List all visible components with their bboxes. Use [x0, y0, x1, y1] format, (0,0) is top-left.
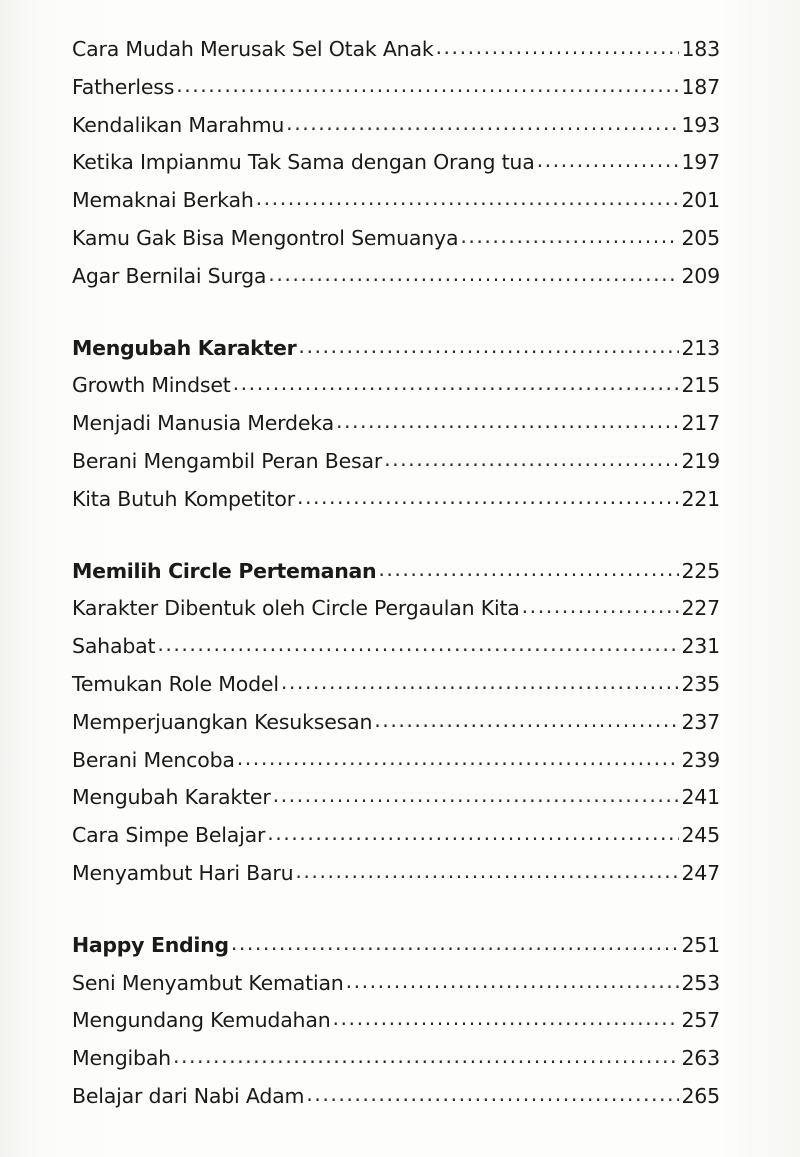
toc-entry[interactable] [72, 405, 720, 443]
toc-entry-page: 219 [681, 448, 720, 473]
dot-leader [346, 971, 680, 991]
toc-entry-title: Kamu Gak Bisa Mengontrol Semuanya [72, 225, 459, 250]
dot-leader [537, 150, 680, 170]
toc-entry[interactable] [72, 742, 720, 780]
toc-entry-page: 263 [681, 1046, 720, 1071]
toc-entry-page: 227 [681, 596, 720, 621]
toc-entry[interactable] [72, 31, 720, 69]
dot-leader [267, 823, 679, 843]
toc-entry[interactable] [72, 443, 720, 481]
toc-entry-title: Seni Menyambut Kematian [72, 970, 344, 995]
chapter-title: Mengubah Karakter [72, 335, 297, 360]
toc-entry-title: Menyambut Hari Baru [72, 860, 294, 885]
dot-leader [333, 1008, 680, 1028]
toc-entry[interactable] [72, 220, 720, 258]
toc-entry-page: 239 [681, 747, 720, 772]
toc-entry[interactable] [72, 590, 720, 628]
dot-leader [176, 75, 679, 95]
toc-entry-title: Fatherless [72, 74, 175, 99]
toc-entry-title: Ketika Impianmu Tak Sama dengan Orang tua [72, 150, 535, 175]
chapter-title: Memilih Circle Pertemanan [72, 558, 377, 583]
toc-entry[interactable] [72, 779, 720, 817]
toc-entry[interactable] [72, 817, 720, 855]
dot-leader [281, 672, 680, 692]
toc-entry-page: 193 [681, 112, 720, 137]
toc-entry[interactable] [72, 481, 720, 519]
toc-entry[interactable] [72, 69, 720, 107]
toc-entry-page: 187 [681, 74, 720, 99]
toc-entry-title: Cara Simpe Belajar [72, 823, 266, 848]
toc-entry-title: Sahabat [72, 634, 156, 659]
toc-entry-title: Growth Mindset [72, 373, 231, 398]
toc-entry[interactable] [72, 1078, 720, 1116]
toc-chapter-heading[interactable] [72, 330, 720, 368]
toc-entry-page: 201 [681, 188, 720, 213]
toc-entry[interactable] [72, 666, 720, 704]
dot-leader [286, 113, 679, 133]
toc-entry[interactable] [72, 182, 720, 220]
toc-entry-title: Belajar dari Nabi Adam [72, 1083, 305, 1108]
toc-section [72, 553, 720, 893]
toc-entry[interactable] [72, 965, 720, 1003]
dot-leader [384, 449, 679, 469]
dot-leader [306, 1084, 679, 1104]
toc-entry-title: Kita Butuh Kompetitor [72, 486, 295, 511]
toc-entry-title: Memaknai Berkah [72, 188, 254, 213]
toc-entry-page: 183 [681, 37, 720, 61]
toc-entry-title: Mengibah [72, 1046, 171, 1071]
toc-entry-title: Temukan Role Model [72, 671, 279, 696]
dot-leader [233, 373, 680, 393]
dot-leader [336, 411, 680, 431]
toc-entry-title: Agar Bernilai Surga [72, 263, 267, 288]
toc-entry-page: 257 [681, 1008, 720, 1033]
toc-chapter-heading[interactable] [72, 553, 720, 591]
toc-entry[interactable] [72, 367, 720, 405]
dot-leader [298, 336, 679, 356]
toc-entry-page: 245 [681, 823, 720, 848]
toc-entry-page: 237 [681, 709, 720, 734]
toc-entry-title: Memperjuangkan Kesuksesan [72, 709, 373, 734]
toc-entry[interactable] [72, 628, 720, 666]
dot-leader [297, 487, 680, 507]
dot-leader [295, 861, 679, 881]
toc-entry-title: Mengubah Karakter [72, 785, 271, 810]
chapter-page: 213 [681, 335, 720, 360]
dot-leader [231, 933, 680, 953]
toc-entry-page: 209 [681, 263, 720, 288]
chapter-page: 225 [681, 558, 720, 583]
toc-section [72, 927, 720, 1116]
toc-entry-page: 235 [681, 671, 720, 696]
toc-chapter-heading[interactable] [72, 927, 720, 965]
toc-entry-page: 265 [681, 1083, 720, 1108]
toc-entry-title: Kendalikan Marahmu [72, 112, 285, 137]
toc-section [72, 31, 720, 296]
dot-leader [157, 634, 679, 654]
dot-leader [237, 748, 680, 768]
toc-entry-page: 241 [681, 785, 720, 810]
toc-entry-page: 197 [681, 150, 720, 175]
toc-entry-title: Karakter Dibentuk oleh Circle Pergaulan Kita [72, 596, 520, 621]
toc-entry[interactable] [72, 855, 720, 893]
toc-entry-page: 205 [681, 225, 720, 250]
toc-entry-page: 217 [681, 411, 720, 436]
toc-entry-title: Mengundang Kemudahan [72, 1008, 331, 1033]
dot-leader [256, 188, 680, 208]
chapter-page: 251 [681, 932, 720, 957]
toc-entry-page: 221 [681, 486, 720, 511]
toc-entry[interactable] [72, 704, 720, 742]
toc-entry[interactable] [72, 258, 720, 296]
dot-leader [268, 264, 679, 284]
toc-entry-title: Cara Mudah Merusak Sel Otak Anak [72, 37, 434, 61]
toc-entry-title: Berani Mencoba [72, 747, 235, 772]
chapter-title: Happy Ending [72, 932, 229, 957]
toc-entry[interactable] [72, 107, 720, 145]
dot-leader [173, 1046, 680, 1066]
toc-entry-title: Berani Mengambil Peran Besar [72, 448, 383, 473]
dot-leader [374, 710, 679, 730]
dot-leader [378, 559, 679, 579]
toc-entry[interactable] [72, 1002, 720, 1040]
toc-entry[interactable] [72, 144, 720, 182]
dot-leader [273, 785, 680, 805]
toc-section [72, 330, 720, 519]
toc-entry-page: 231 [681, 634, 720, 659]
dot-leader [460, 226, 679, 246]
toc-entry[interactable] [72, 1040, 720, 1078]
toc-entry-page: 247 [681, 860, 720, 885]
toc-entry-title: Menjadi Manusia Merdeka [72, 411, 334, 436]
dot-leader [522, 596, 680, 616]
toc-entry-page: 215 [681, 373, 720, 398]
toc-entry-page: 253 [681, 970, 720, 995]
table-of-contents [72, 31, 720, 1116]
dot-leader [436, 37, 680, 57]
